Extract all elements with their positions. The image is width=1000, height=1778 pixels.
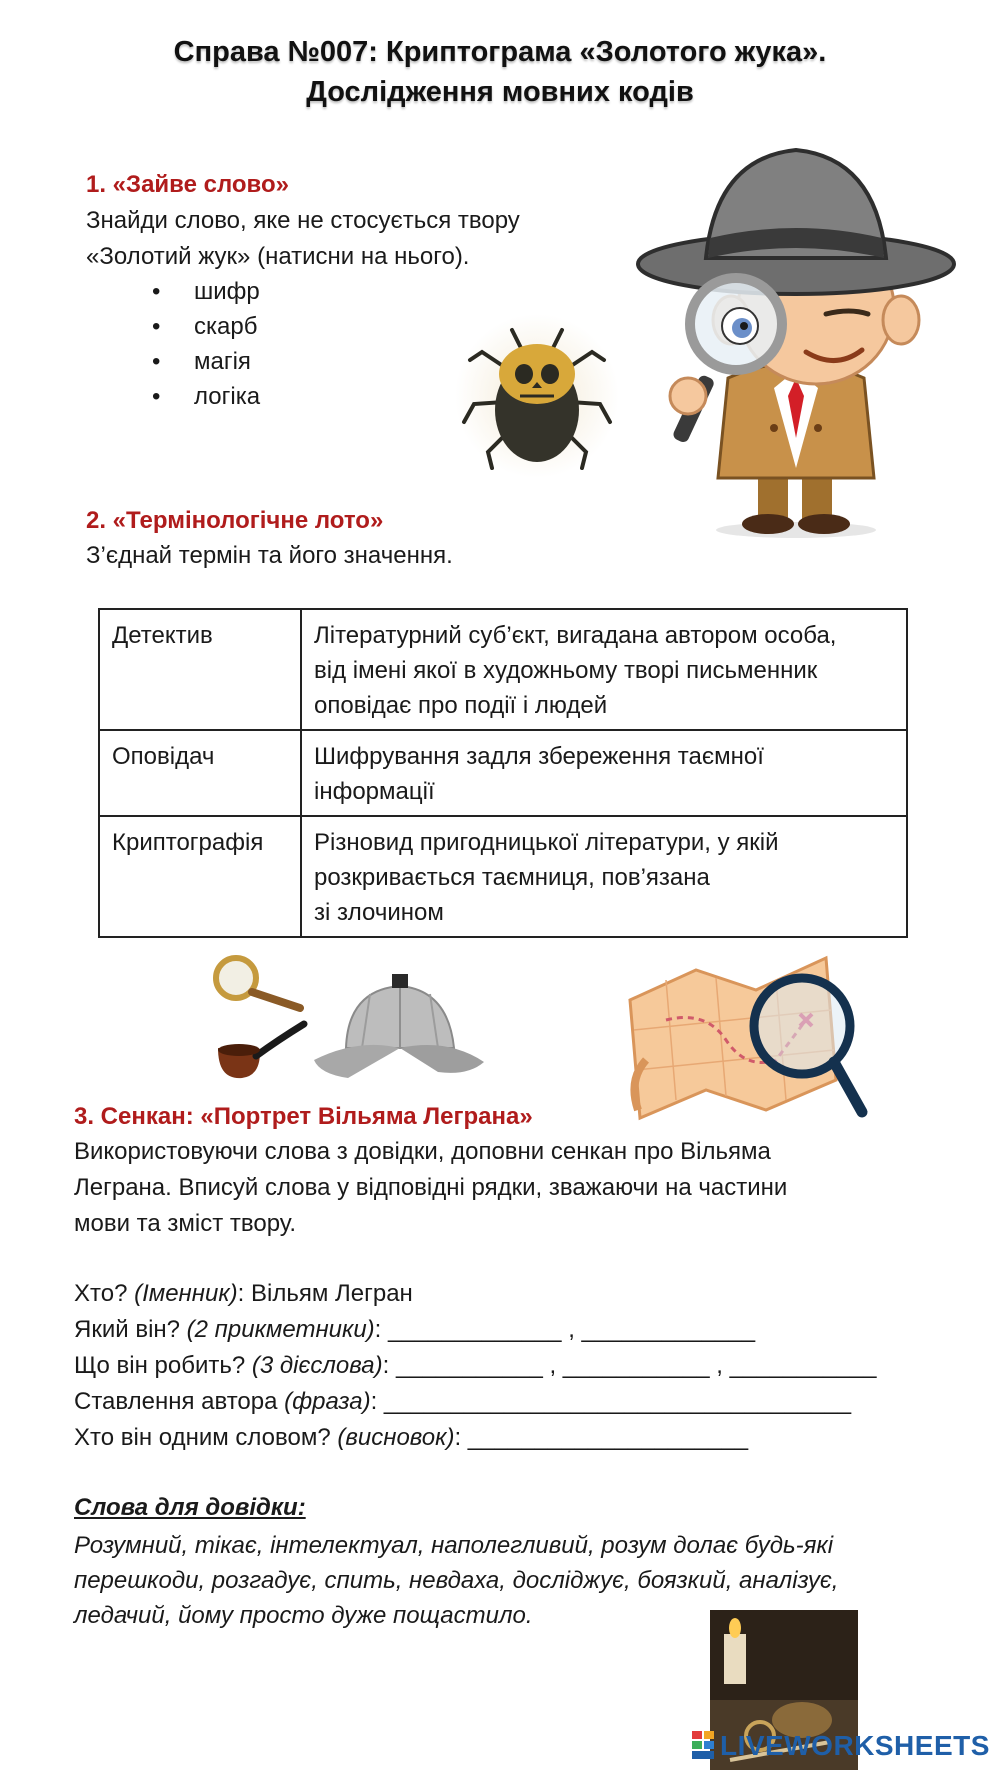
term-cell-detective[interactable]: Детектив	[99, 609, 301, 730]
liveworksheets-logo	[692, 1730, 990, 1762]
cinquain-hint: (фраза)	[284, 1388, 371, 1415]
term-cell-cryptography[interactable]: Криптографія	[99, 816, 301, 937]
task3-instruction	[74, 1134, 787, 1242]
task3-instruction-line-3: мови та зміст твору.	[74, 1210, 297, 1237]
cinquain-answer: : Вільям Легран	[237, 1280, 413, 1307]
lotto-row-2	[99, 730, 907, 816]
word-option-lohika[interactable]: • логіка	[152, 379, 260, 414]
definition-1-line-3: оповідає про події і людей	[314, 692, 608, 719]
reference-title: Слова для довідки:	[74, 1494, 306, 1521]
lotto-row-3	[99, 816, 907, 937]
definition-cell-2[interactable]	[301, 730, 907, 816]
logo-text: LIVEWORKSHEETS	[720, 1730, 990, 1761]
cinquain-line-one-word	[74, 1420, 876, 1456]
definition-3-line-1: Різновид пригодницької літератури, у якій	[314, 829, 779, 856]
adjectives-blank[interactable]: : _____________ , _____________	[374, 1316, 756, 1343]
cinquain-question: Ставлення автора	[74, 1388, 285, 1415]
title-line-1: Справа №007: Криптограма «Золотого жука».	[173, 36, 827, 68]
task3-heading: 3. Сенкан: «Портрет Вільяма Леграна»	[74, 1103, 533, 1130]
cinquain-lines	[74, 1276, 876, 1456]
task1-instruction-line-1: Знайди слово, яке не стосується твору	[86, 207, 520, 234]
definition-1-line-1: Літературний суб’єкт, вигадана автором особа,	[314, 622, 837, 649]
reference-line-3: ледачий, йому просто дуже пощастило.	[74, 1602, 533, 1629]
cinquain-question: Хто?	[74, 1280, 135, 1307]
cinquain-hint: (висновок)	[337, 1424, 455, 1451]
task3-instruction-line-1: Використовуючи слова з довідки, доповни сенкан про Вільяма	[74, 1138, 771, 1165]
golden-beetle-image	[452, 312, 622, 480]
cinquain-hint: (3 дієслова)	[251, 1352, 383, 1379]
definition-2-line-2: інформації	[314, 778, 435, 805]
cinquain-line-adjectives	[74, 1312, 876, 1348]
reference-line-2: перешкоди, розгадує, спить, невдаха, досліджує, боязкий, аналізує,	[74, 1567, 839, 1594]
task1-instruction-line-2: «Золотий жук» (натисни на нього).	[86, 243, 470, 270]
cinquain-line-verbs	[74, 1348, 876, 1384]
definition-cell-1[interactable]	[301, 609, 907, 730]
definition-2-line-1: Шифрування задля збереження таємної	[314, 743, 764, 770]
cinquain-hint: (2 прикметники)	[186, 1316, 375, 1343]
terminology-lotto-table	[98, 608, 908, 938]
detective-image	[636, 138, 956, 538]
deerstalker-hat-image	[308, 968, 486, 1084]
definition-3-line-2: розкривається таємниця, пов’язана	[314, 864, 710, 891]
magnifier-pipe-image	[208, 952, 308, 1084]
task2-instruction: З’єднай термін та його значення.	[86, 542, 453, 569]
word-option-shyfr[interactable]: • шифр	[152, 274, 260, 309]
cinquain-line-phrase	[74, 1384, 876, 1420]
cinquain-question: Що він робить?	[74, 1352, 252, 1379]
lotto-row-1	[99, 609, 907, 730]
reference-line-1: Розумний, тікає, інтелектуал, наполегливий, розум долає будь-які	[74, 1532, 834, 1559]
task1-instruction	[86, 203, 520, 275]
verbs-blank[interactable]: : ___________ , ___________ , ___________	[382, 1352, 877, 1379]
cinquain-question: Хто він одним словом?	[74, 1424, 338, 1451]
task3-instruction-line-2: Леграна. Вписуй слова у відповідні рядки, зважаючи на частини	[74, 1174, 788, 1201]
page-title	[0, 32, 1000, 112]
task1-heading: 1. «Зайве слово»	[86, 171, 290, 198]
cinquain-hint: (Іменник)	[134, 1280, 238, 1307]
cinquain-line-who	[74, 1276, 876, 1312]
odd-word-list	[152, 274, 260, 414]
title-line-2: Дослідження мовних кодів	[306, 76, 694, 108]
one-word-blank[interactable]: : _____________________	[454, 1424, 749, 1451]
logo-mark-icon	[692, 1731, 716, 1761]
word-option-skarb[interactable]: • скарб	[152, 309, 260, 344]
definition-1-line-2: від імені якої в художньому творі письменник	[314, 657, 818, 684]
word-option-mahiia[interactable]: • магія	[152, 344, 260, 379]
definition-cell-3[interactable]	[301, 816, 907, 937]
phrase-blank[interactable]: : ___________________________________	[370, 1388, 852, 1415]
treasure-map-image	[626, 950, 874, 1130]
cinquain-question: Який він?	[74, 1316, 187, 1343]
task2-heading: 2. «Термінологічне лото»	[86, 507, 384, 534]
term-cell-narrator[interactable]: Оповідач	[99, 730, 301, 816]
definition-3-line-3: зі злочином	[314, 899, 444, 926]
